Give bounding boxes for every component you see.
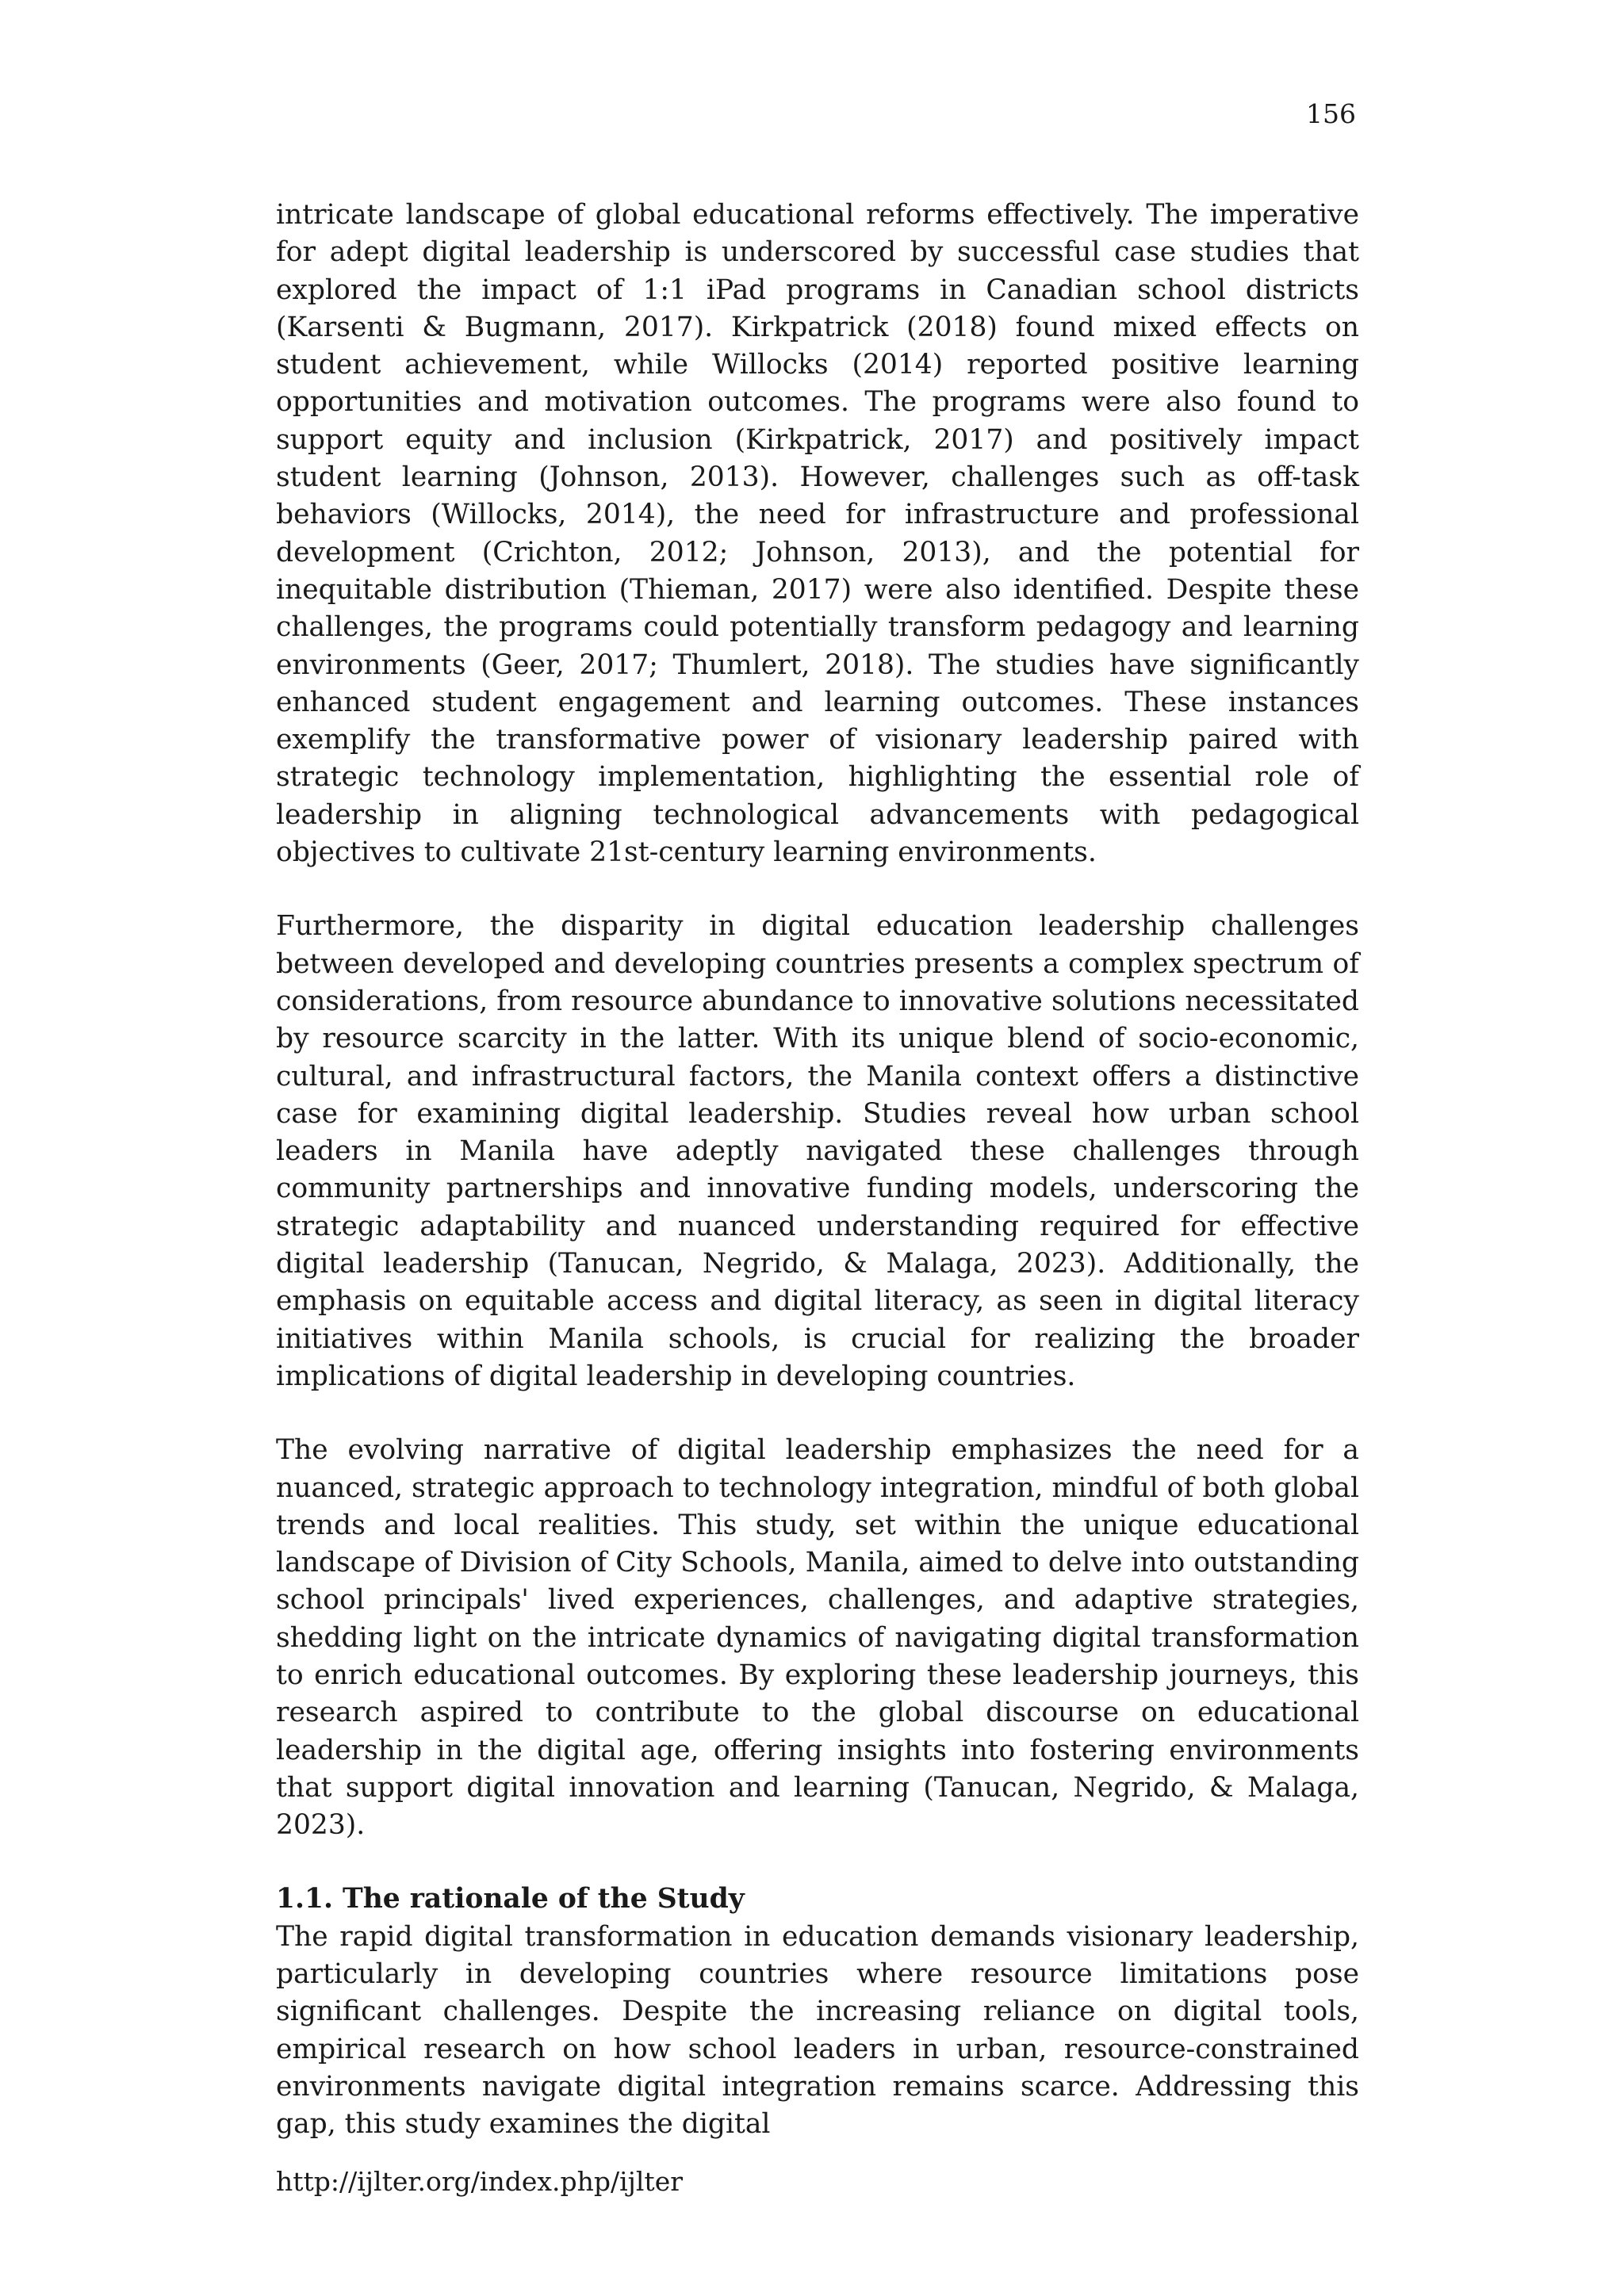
paragraph-disparity: Furthermore, the disparity in digital education leadership challenges between developed and developing countries presents a complex spectrum of considerations, from resource abundance to innovative solutions necessitated by resource scarcity in the latter. With its unique blend of socio-economic, cultural, and infrastructural factors, the Manila context offers a distinctive case for examining digital leadership. Studies reveal how urban school leaders in Manila have adeptly navigated these challenges through community partnerships and innovative funding models, underscoring the strategic adaptability and nuanced understanding required for effective digital leadership (Tanucan, Negrido, & Malaga, 2023). Additionally, the emphasis on equitable access and digital literacy, as seen in digital literacy initiatives within Manila schools, is crucial for realizing the broader implications of digital leadership in developing countries. [276, 910, 1359, 1392]
section-heading: 1.1. The rationale of the Study [276, 1883, 745, 1915]
paragraph-rationale: The rapid digital transformation in education demands visionary leadership, particularly in developing countries where resource limitations pose significant challenges. Despite the increasing reliance on digital tools, empirical research on how school leaders in urban, resource-constrained environments navigate digital integration remains scarce. Addressing this gap, this study examines the digital [276, 1920, 1359, 2141]
footer-url[interactable]: http://ijlter.org/index.php/ijlter [276, 2166, 683, 2197]
article-body [276, 197, 1359, 2180]
paragraph-evolving-narrative: The evolving narrative of digital leadership emphasizes the need for a nuanced, strategic approach to technology integration, mindful of both global trends and local realities. This study, set within the unique educational landscape of Division of City Schools, Manila, aimed to delve into outstanding school principals' lived experiences, challenges, and adaptive strategies, shedding light on the intricate dynamics of navigating digital transformation to enrich educational outcomes. By exploring these leadership journeys, this research aspired to contribute to the global discourse on educational leadership in the digital age, offering insights into fostering environments that support digital innovation and learning (Tanucan, Negrido, & Malaga, 2023). [276, 1434, 1359, 1842]
page-number: 156 [1306, 98, 1356, 129]
paragraph-ipad-programs: intricate landscape of global educational reforms effectively. The imperative for adept digital leadership is underscored by successful case studies that explored the impact of 1:1 iPad programs in Canadian school districts (Karsenti & Bugmann, 2017). Kirkpatrick (2018) found mixed effects on student achievement, while Willocks (2014) reported positive learning opportunities and motivation outcomes. The programs were also found to support equity and inclusion (Kirkpatrick, 2017) and positively impact student learning (Johnson, 2013). However, challenges such as off-task behaviors (Willocks, 2014), the need for infrastructure and professional development (Crichton, 2012; Johnson, 2013), and the potential for inequitable distribution (Thieman, 2017) were also identified. Despite these challenges, the programs could potentially transform pedagogy and learning environments (Geer, 2017; Thumlert, 2018). The studies have significantly enhanced student engagement and learning outcomes. These instances exemplify the transformative power of visionary leadership paired with strategic technology implementation, highlighting the essential role of leadership in aligning technological advancements with pedagogical objectives to cultivate 21st-century learning environments. [276, 199, 1359, 869]
